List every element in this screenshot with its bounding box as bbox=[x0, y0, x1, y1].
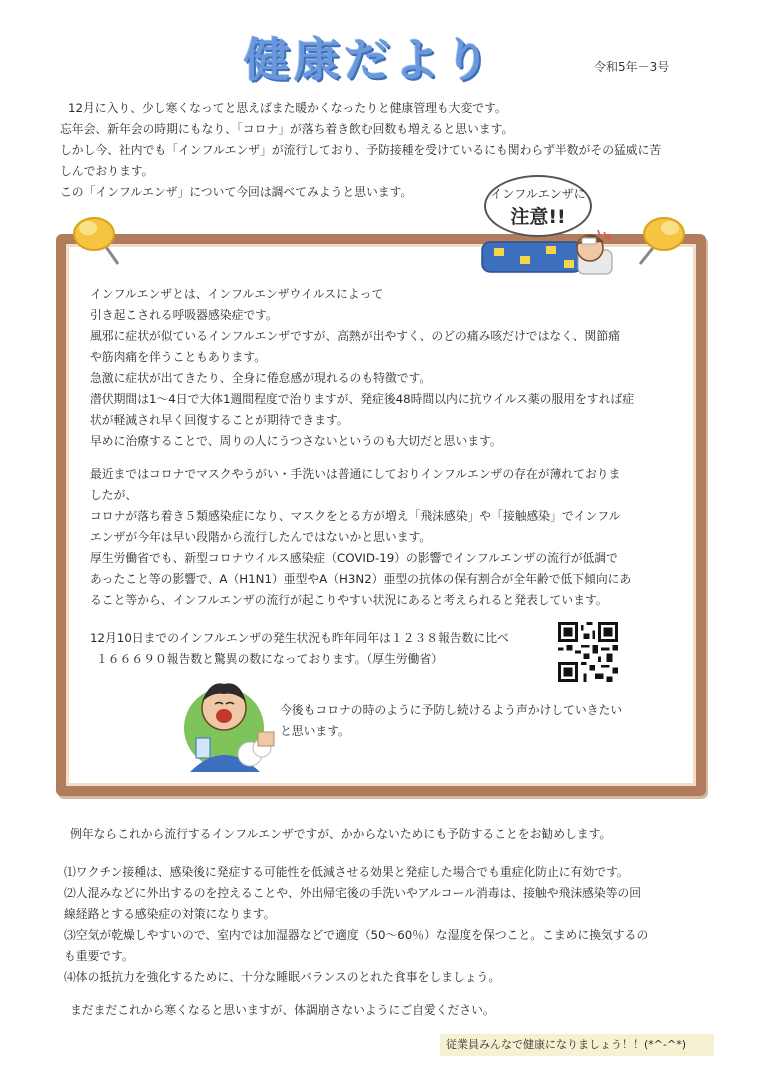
closing-text bbox=[70, 1000, 710, 1021]
intro-line: しんでおります。 bbox=[60, 164, 154, 178]
board-paragraph-closing bbox=[280, 700, 660, 742]
board-line: インフルエンザとは、インフルエンザウイルスによって bbox=[90, 287, 384, 301]
callout-line1: インフルエンザに bbox=[490, 187, 586, 201]
intro-line: 忘年会、新年会の時期にもなり、「コロナ」が落ち着き飲む回数も増えると思います。 bbox=[60, 122, 514, 136]
page-title: 健康だより bbox=[244, 33, 494, 87]
board-line: 潜伏期間は1～4日で大体1週間程度で治りますが、発症後48時間以内に抗ウイルス薬の服用をすれば症 bbox=[90, 392, 635, 406]
board-paragraph-trend bbox=[90, 464, 680, 611]
tip-item: も重要です。 bbox=[64, 949, 134, 963]
board-line: ること等から、インフルエンザの流行が起こりやすい状況にあると考えられると発表しています。 bbox=[90, 593, 608, 607]
board-line: と思います。 bbox=[280, 724, 350, 738]
board-line: 厚生労働省でも、新型コロナウイルス感染症（COVID-19）の影響でインフルエンザの流行が低調で bbox=[90, 551, 618, 565]
board-line: １６６６９０報告数と驚異の数になっております。（厚生労働省） bbox=[96, 652, 444, 666]
board-line: 今後もコロナの時のように予防し続けるよう声かけしていきたい bbox=[280, 703, 623, 717]
board-paragraph-definition bbox=[90, 284, 680, 452]
callout-line2: 注意!! bbox=[510, 206, 566, 228]
issue-number: 令和5年－3号 bbox=[594, 60, 670, 74]
intro-text bbox=[60, 98, 710, 203]
board-line: コロナが落ち着き５類感染症になり、マスクをとる方が増え「飛沫感染」や「接触感染」でインフル bbox=[90, 509, 621, 523]
tip-item: 線経路とする感染症の対策になります。 bbox=[64, 907, 276, 921]
board-line: 引き起こされる呼吸器感染症です。 bbox=[90, 308, 278, 322]
closing-line: まだまだこれから寒くなると思いますが、体調崩さないようにご自愛ください。 bbox=[70, 1003, 495, 1017]
tip-item: ⑷体の抵抗力を強化するために、十分な睡眠バランスのとれた食事をしましょう。 bbox=[64, 970, 501, 984]
footer-note: 従業員みんなで健康になりましょう！！(*^-^*) bbox=[440, 1034, 714, 1056]
prevention-lead bbox=[70, 824, 710, 845]
board-line: 状が軽減され早く回復することが期待できます。 bbox=[90, 413, 349, 427]
pushpin-icon bbox=[630, 206, 692, 268]
board-line: 急激に症状が出てきたり、全身に倦怠感が現れるのも特徴です。 bbox=[90, 371, 432, 385]
gargling-child-illustration bbox=[180, 668, 276, 776]
prevention-list bbox=[64, 862, 704, 988]
tip-item: ⑵人混みなどに外出するのを控えることや、外出帰宅後の手洗いやアルコール消毒は、接触や飛沫感染等の回 bbox=[64, 886, 642, 900]
board-line: 風邪に症状が似ているインフルエンザですが、高熱が出やすく、のどの痛み咳だけではなく、関節痛 bbox=[90, 329, 620, 343]
board-line: 最近まではコロナでマスクやうがい・手洗いは普通にしておりインフルエンザの存在が薄れておりま bbox=[90, 467, 621, 481]
board-line: 早めに治療することで、周りの人にうつさないというのも大切だと思います。 bbox=[90, 434, 502, 448]
board-line: あったこと等の影響で、A（H1N1）亜型やA（H3N2）亜型の抗体の保有割合が全年齢で低下傾向にあ bbox=[90, 572, 632, 586]
intro-line: しかし今、社内でも「インフルエンザ」が流行しており、予防接種を受けているにも関わらず半数がその猛威に苦 bbox=[60, 143, 662, 157]
qr-code[interactable] bbox=[558, 622, 618, 682]
board-line: したが、 bbox=[90, 488, 138, 502]
intro-line: 12月に入り、少し寒くなってと思えばまた暖かくなったりと健康管理も大変です。 bbox=[68, 101, 507, 115]
board-line: エンザが今年は早い段階から流行したんではないかと思います。 bbox=[90, 530, 432, 544]
tips-lead: 例年ならこれから流行するインフルエンザですが、かからないためにも予防することをお勧めします。 bbox=[70, 827, 612, 841]
intro-line: この「インフルエンザ」について今回は調べてみようと思います。 bbox=[60, 185, 413, 199]
board-line: 12月10日までのインフルエンザの発生状況も昨年同年は１２３８報告数に比べ bbox=[90, 631, 509, 645]
board-line: や筋肉痛を伴うこともあります。 bbox=[90, 350, 267, 364]
board-paragraph-stats bbox=[90, 628, 550, 670]
pushpin-icon bbox=[66, 206, 128, 268]
tip-item: ⑴ワクチン接種は、感染後に発症する可能性を低減させる効果と発症した場合でも重症化防止に有効です。 bbox=[64, 865, 629, 879]
tip-item: ⑶空気が乾燥しやすいので、室内では加湿器などで適度（50～60％）な湿度を保つこと。こまめに換気するの bbox=[64, 928, 649, 942]
sick-in-bed-illustration bbox=[480, 228, 620, 280]
